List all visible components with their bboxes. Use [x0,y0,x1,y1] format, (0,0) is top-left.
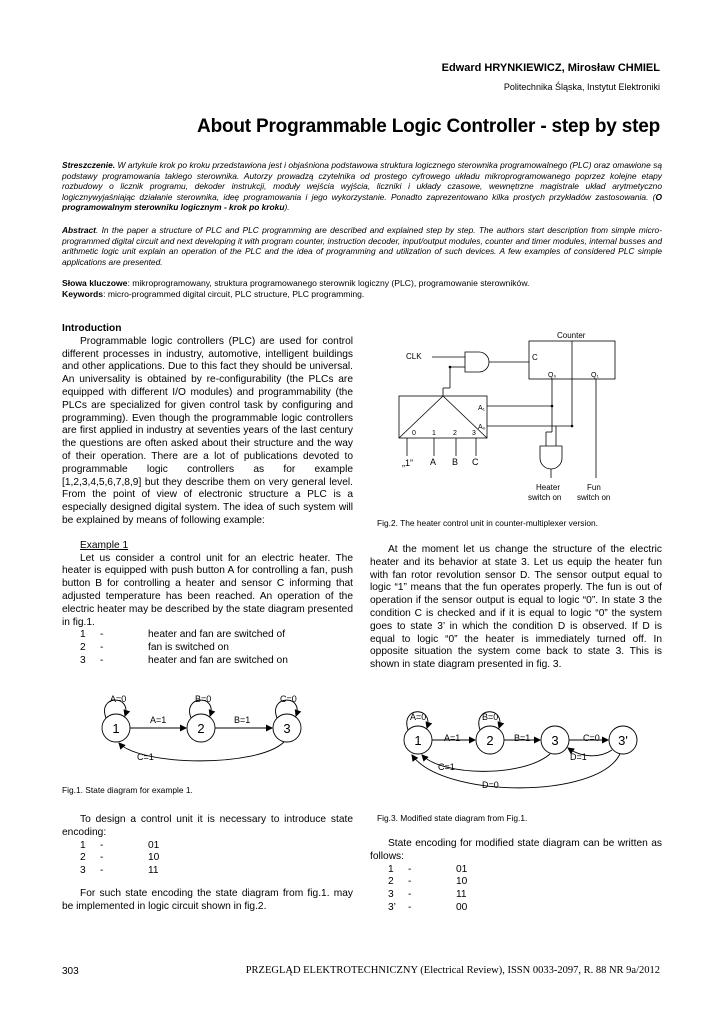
encoding-intro: To design a control unit it is necessary to introduce state encoding: [62,814,353,838]
fig3-d1-label: D=1 [570,752,587,762]
fig3-c1-label: C=1 [438,762,455,772]
keywords-en-text: : micro-programmed digital circuit, PLC structure, PLC programming. [103,289,365,299]
fig2-input-c: C [472,457,479,467]
fig2-in1: 1 [432,430,436,437]
fig3-d0-label: D=0 [482,780,499,790]
example-title: Example 1 [80,539,129,551]
authors: Edward HRYNKIEWICZ, Mirosław CHMIEL [441,62,660,74]
fig2-fun-label2: switch on [577,493,611,502]
streszczenie-end: ). [284,202,290,213]
streszczenie [62,160,662,213]
fig3-state-diagram [372,700,662,800]
fig2-a0-label: A₀ [478,424,486,431]
right-paragraph: At the moment let us change the structure of the electric heater and its behavior at state 3. Let us equip the heater fun with fan rotor revolution sensor D. The sensor output equal to logic “1” means that the fun operates properly. The fun is out of operation if the sensor output is equal to logic “0”. In state 3 the condition C is checked and if it is equal to logic “0” the system goes to state 3’ in which the condition D is observed. If D is equal to logic “0” the heater is immediately turned off. In opposite situation the system come back to state 3. This is shown in state diagram presented in fig. 3. [370,544,662,671]
fig1-state-1: 1 [112,721,120,736]
fig2-heater-label: Heater [536,483,561,492]
closing-paragraph: For such state encoding the state diagram from fig.1. may be implemented in logic circuit shown in fig.2. [62,887,353,912]
fig3-caption: Fig.3. Modified state diagram from Fig.1. [377,813,528,823]
encoding-intro-modified: State encoding for modified state diagram can be written as follows: [370,838,662,862]
fig2-input-b: B [452,457,459,467]
list-item: 2 - fan is switched on [80,642,229,654]
keywords-pl-text: : mikroprogramowany, struktura programowanego sterownik logiczny (PLC), programowanie sterowników. [127,278,530,288]
page-number: 303 [62,966,79,977]
fig2-in2: 2 [453,430,457,437]
list-item: 2 - 10 [80,852,160,864]
list-item: 3 - 11 [80,865,159,877]
example-paragraph: Let us consider a control unit for an electric heater. The heater is equipped with push button A for controlling a fan, push button B for controlling a heater and sensor C informing that adjusted temperature has been reached. An operation of the electric heater may be described by the state diagram presented in fig.1. [62,552,353,628]
fig1-state-3: 3 [283,721,291,736]
left-column-lower [62,814,353,914]
fig3-state-3: 3 [551,733,559,748]
fig3-state-3prime: 3' [618,733,628,748]
streszczenie-label: Streszczenie. [62,160,116,170]
keywords-en-label: Keywords [62,289,104,299]
fig2-q0-label: Q₀ [548,372,557,379]
fig3-loop2-label: B=0 [482,712,499,722]
fig3-loop1-label: A=0 [410,712,427,722]
journal-footer: PRZEGLĄD ELEKTROTECHNICZNY (Electrical Review), ISSN 0033-2097, R. 88 NR 9a/2012 [245,965,660,976]
fig2-in3: 3 [472,430,476,437]
list-item: 3 - heater and fan are switched on [80,654,288,666]
affiliation: Politechnika Śląska, Instytut Elektroniki [503,82,660,92]
fig3-t34-label: C=0 [583,733,600,743]
section-heading-introduction: Introduction [62,323,122,334]
fig1-loop3-label: C=0 [280,694,297,704]
output-and-gate [540,446,562,469]
list-item: 2 - 10 [388,876,468,888]
and-gate [465,352,489,372]
list-item: 1 - 01 [80,839,160,851]
fig2-circuit-diagram [372,328,662,508]
keywords-pl-label: Słowa kluczowe [62,278,128,288]
fig1-t12-label: A=1 [150,715,167,725]
fig2-in0: 0 [412,430,416,437]
fig2-c-label: C [532,353,538,362]
fig1-state-2: 2 [197,721,205,736]
list-item: 3’ - 00 [388,901,468,913]
abstract [62,225,662,267]
streszczenie-text: W artykule krok po kroku przedstawiona jest i objaśniona podstawowa struktura logicznego sterownika programowalnego (PLC) oraz omawione są podstawy programowania takiego sterownika. Autorzy prowadzą czytelnika od prostego cyfrowego układu mikroprogramowanego poprzez kolejne etapy rozbudowy o licznik programu, dekoder instrukcji, moduły wejścia wyjścia, liczniki i układy czasowe, wewnętrzne magistrale układ arytmetyczno logicznywyjaśniając działanie sterownika, ideę programowania i jego wykorzystanie. Ponadto zaprezentowano kilka prostych przykładów zastosowania. ( [62,160,662,202]
intro-paragraph: Programmable logic controllers (PLC) are used for control different processes in industry, automotive, intelligent buildings and other applications. Due to this fact they should be universal. An universality is obtained by re-configurability (the PLCs are equipped with different I/O modules) and programmability (the PLCs are specialized for given control task by configuring and programming). Even though the programmable logic controllers are first applied in industry at seventies years of the last century the questions are often asked about their structure and the way of their operation. There are a lot of publications devoted to programmable logic controllers as for example [1,2,3,4,5,6,7,8,9] but they describe them on very general level. From the point of view of electronic structure a PLC is a especially designed digital system. The idea of such system will be explained by means of following example: [62,335,353,526]
list-item: 1 - 01 [388,863,468,875]
right-column-lower [370,838,662,915]
fig2-heater-label2: switch on [528,493,562,502]
fig2-counter-label: Counter [557,331,586,340]
fig2-one-input: „1” [402,458,413,468]
fig2-a1-label: A₁ [478,405,486,412]
keywords-pl [62,278,662,289]
fig1-t23-label: B=1 [234,715,251,725]
fig2-fun-label: Fun [587,483,601,492]
fig3-t23-label: B=1 [514,733,531,743]
fig1-state-diagram [62,690,353,780]
fig1-loop2-label: B=0 [195,694,212,704]
fig2-clk-label: CLK [406,352,422,361]
right-column [370,544,662,672]
abstract-text: . In the paper a structure of PLC and PLC programming are described and explained step by step. The authors start description from simple micro-programmed digital circuit and next developing it with program counter, instruction decoder, input/output modules, counter and timer modules, internal busses and arithmetic logic unit explain an operation of the PLC and the idea of programming and utilization of such devices. A few examples of considered PLC simple applications are presented. [62,225,662,267]
fig2-input-a: A [430,457,437,467]
fig2-caption: Fig.2. The heater control unit in counter-multiplexer version. [377,518,598,528]
fig3-state-2: 2 [486,733,494,748]
fig1-caption: Fig.1. State diagram for example 1. [62,785,193,795]
paper-title: About Programmable Logic Controller - step by step [197,116,660,137]
fig2-q1-label: Q₁ [591,372,599,379]
list-item: 1 - heater and fan are switched of [80,629,286,641]
keywords-en [62,289,662,300]
left-column [62,323,353,668]
fig1-t31-label: C=1 [137,752,154,762]
fig3-t12-label: A=1 [444,733,461,743]
list-item: 3 - 11 [388,889,467,901]
fig3-state-1: 1 [414,733,422,748]
states-list [62,629,353,667]
streszczenie-bold: O programowalnym sterowniku logicznym - krok po kroku [62,191,662,213]
abstract-label: Abstract [62,225,96,235]
fig1-loop1-label: A=0 [110,694,127,704]
